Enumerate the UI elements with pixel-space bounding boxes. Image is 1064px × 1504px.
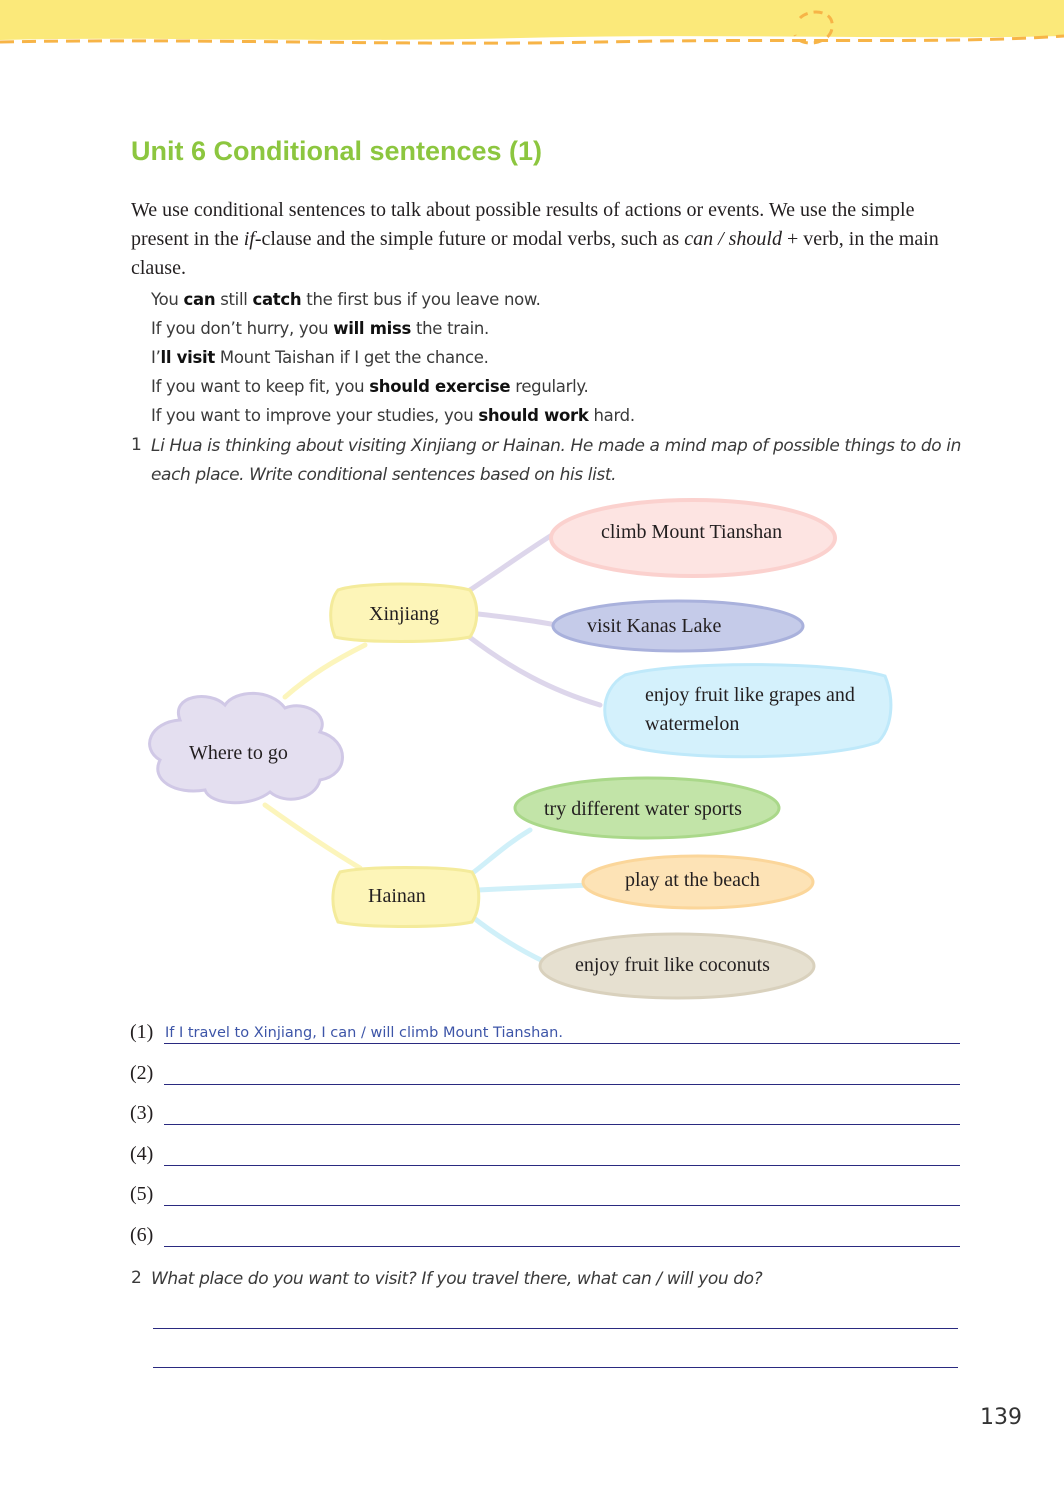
example-sentence: You can still catch the first bus if you leave now. xyxy=(151,290,541,309)
answer-line-2[interactable]: (2) xyxy=(130,1059,960,1089)
water-sports-bubble xyxy=(515,778,779,838)
branch-hainan-h3 xyxy=(470,915,545,962)
question-2-number: 2 xyxy=(131,1268,142,1288)
question-2-answer-line-1[interactable] xyxy=(153,1328,958,1329)
node-xinjiang: Xinjiang xyxy=(369,603,439,625)
mind-map xyxy=(140,490,900,1010)
branch-root-xinjiang xyxy=(285,645,365,697)
page-number: 139 xyxy=(980,1405,1022,1430)
branch-hainan-h2 xyxy=(478,885,590,890)
modal-verbs: can / should xyxy=(684,228,782,250)
unit-title: Unit 6 Conditional sentences (1) xyxy=(131,136,543,166)
answer-line-5[interactable]: (5) xyxy=(130,1180,960,1210)
node-enjoy-grapes-line1: enjoy fruit like grapes and xyxy=(645,684,855,706)
example-sentence: If you want to keep fit, you should exercise regularly. xyxy=(151,377,589,396)
answer-line-6[interactable]: (6) xyxy=(130,1221,960,1251)
question-1-text: Li Hua is thinking about visiting Xinjiang or Hainan. He made a mind map of possible things to do in each place. Write conditional sentences based on his list. xyxy=(151,436,961,485)
branch-xinjiang-x1 xyxy=(470,535,552,590)
xinjiang-node xyxy=(331,584,477,642)
hainan-node xyxy=(333,868,479,927)
branch-xinjiang-x3 xyxy=(468,636,600,705)
node-where-to-go: Where to go xyxy=(189,742,288,764)
branch-hainan-h1 xyxy=(470,830,530,875)
example-sentence: If you don’t hurry, you will miss the train. xyxy=(151,319,489,338)
node-enjoy-grapes-line2: watermelon xyxy=(645,713,740,735)
answer-line-1: (1) If I travel to Xinjiang, I can / will climb Mount Tianshan. xyxy=(130,1018,960,1048)
top-decorative-band xyxy=(0,0,1064,62)
node-water-sports: try different water sports xyxy=(544,798,742,820)
play-beach-bubble xyxy=(583,856,813,908)
question-2-text: What place do you want to visit? If you travel there, what can / will you do? xyxy=(151,1269,763,1289)
example-sentence: If you want to improve your studies, you should work hard. xyxy=(151,406,635,425)
node-play-beach: play at the beach xyxy=(625,869,760,891)
where-to-go-cloud xyxy=(150,693,343,802)
node-climb-mount-tianshan: climb Mount Tianshan xyxy=(601,521,783,543)
answer-line-3[interactable]: (3) xyxy=(130,1099,960,1129)
climb-mount-tianshan-bubble xyxy=(551,500,835,576)
question-1-number: 1 xyxy=(131,435,142,455)
node-hainan: Hainan xyxy=(368,885,426,907)
intro-paragraph: We use conditional sentences to talk about possible results of actions or events. We use the simple present in the if-clause and the simple future or modal verbs, such as can / should + verb, in the main clause. xyxy=(131,199,939,279)
coconuts-bubble xyxy=(540,934,814,998)
visit-kanas-lake-bubble xyxy=(553,601,803,651)
sample-answer: If I travel to Xinjiang, I can / will climb Mount Tianshan. xyxy=(165,1025,563,1041)
answer-line-4[interactable]: (4) xyxy=(130,1140,960,1170)
node-coconuts: enjoy fruit like coconuts xyxy=(575,954,770,976)
if-word: if xyxy=(243,228,255,250)
enjoy-grapes-bubble xyxy=(605,665,891,757)
example-sentences xyxy=(151,285,635,430)
question-2-answer-line-2[interactable] xyxy=(153,1367,958,1368)
example-sentence: I’ll visit Mount Taishan if I get the chance. xyxy=(151,348,489,367)
node-visit-kanas-lake: visit Kanas Lake xyxy=(587,615,722,637)
branch-xinjiang-x2 xyxy=(478,614,556,625)
branch-root-hainan xyxy=(265,805,360,868)
